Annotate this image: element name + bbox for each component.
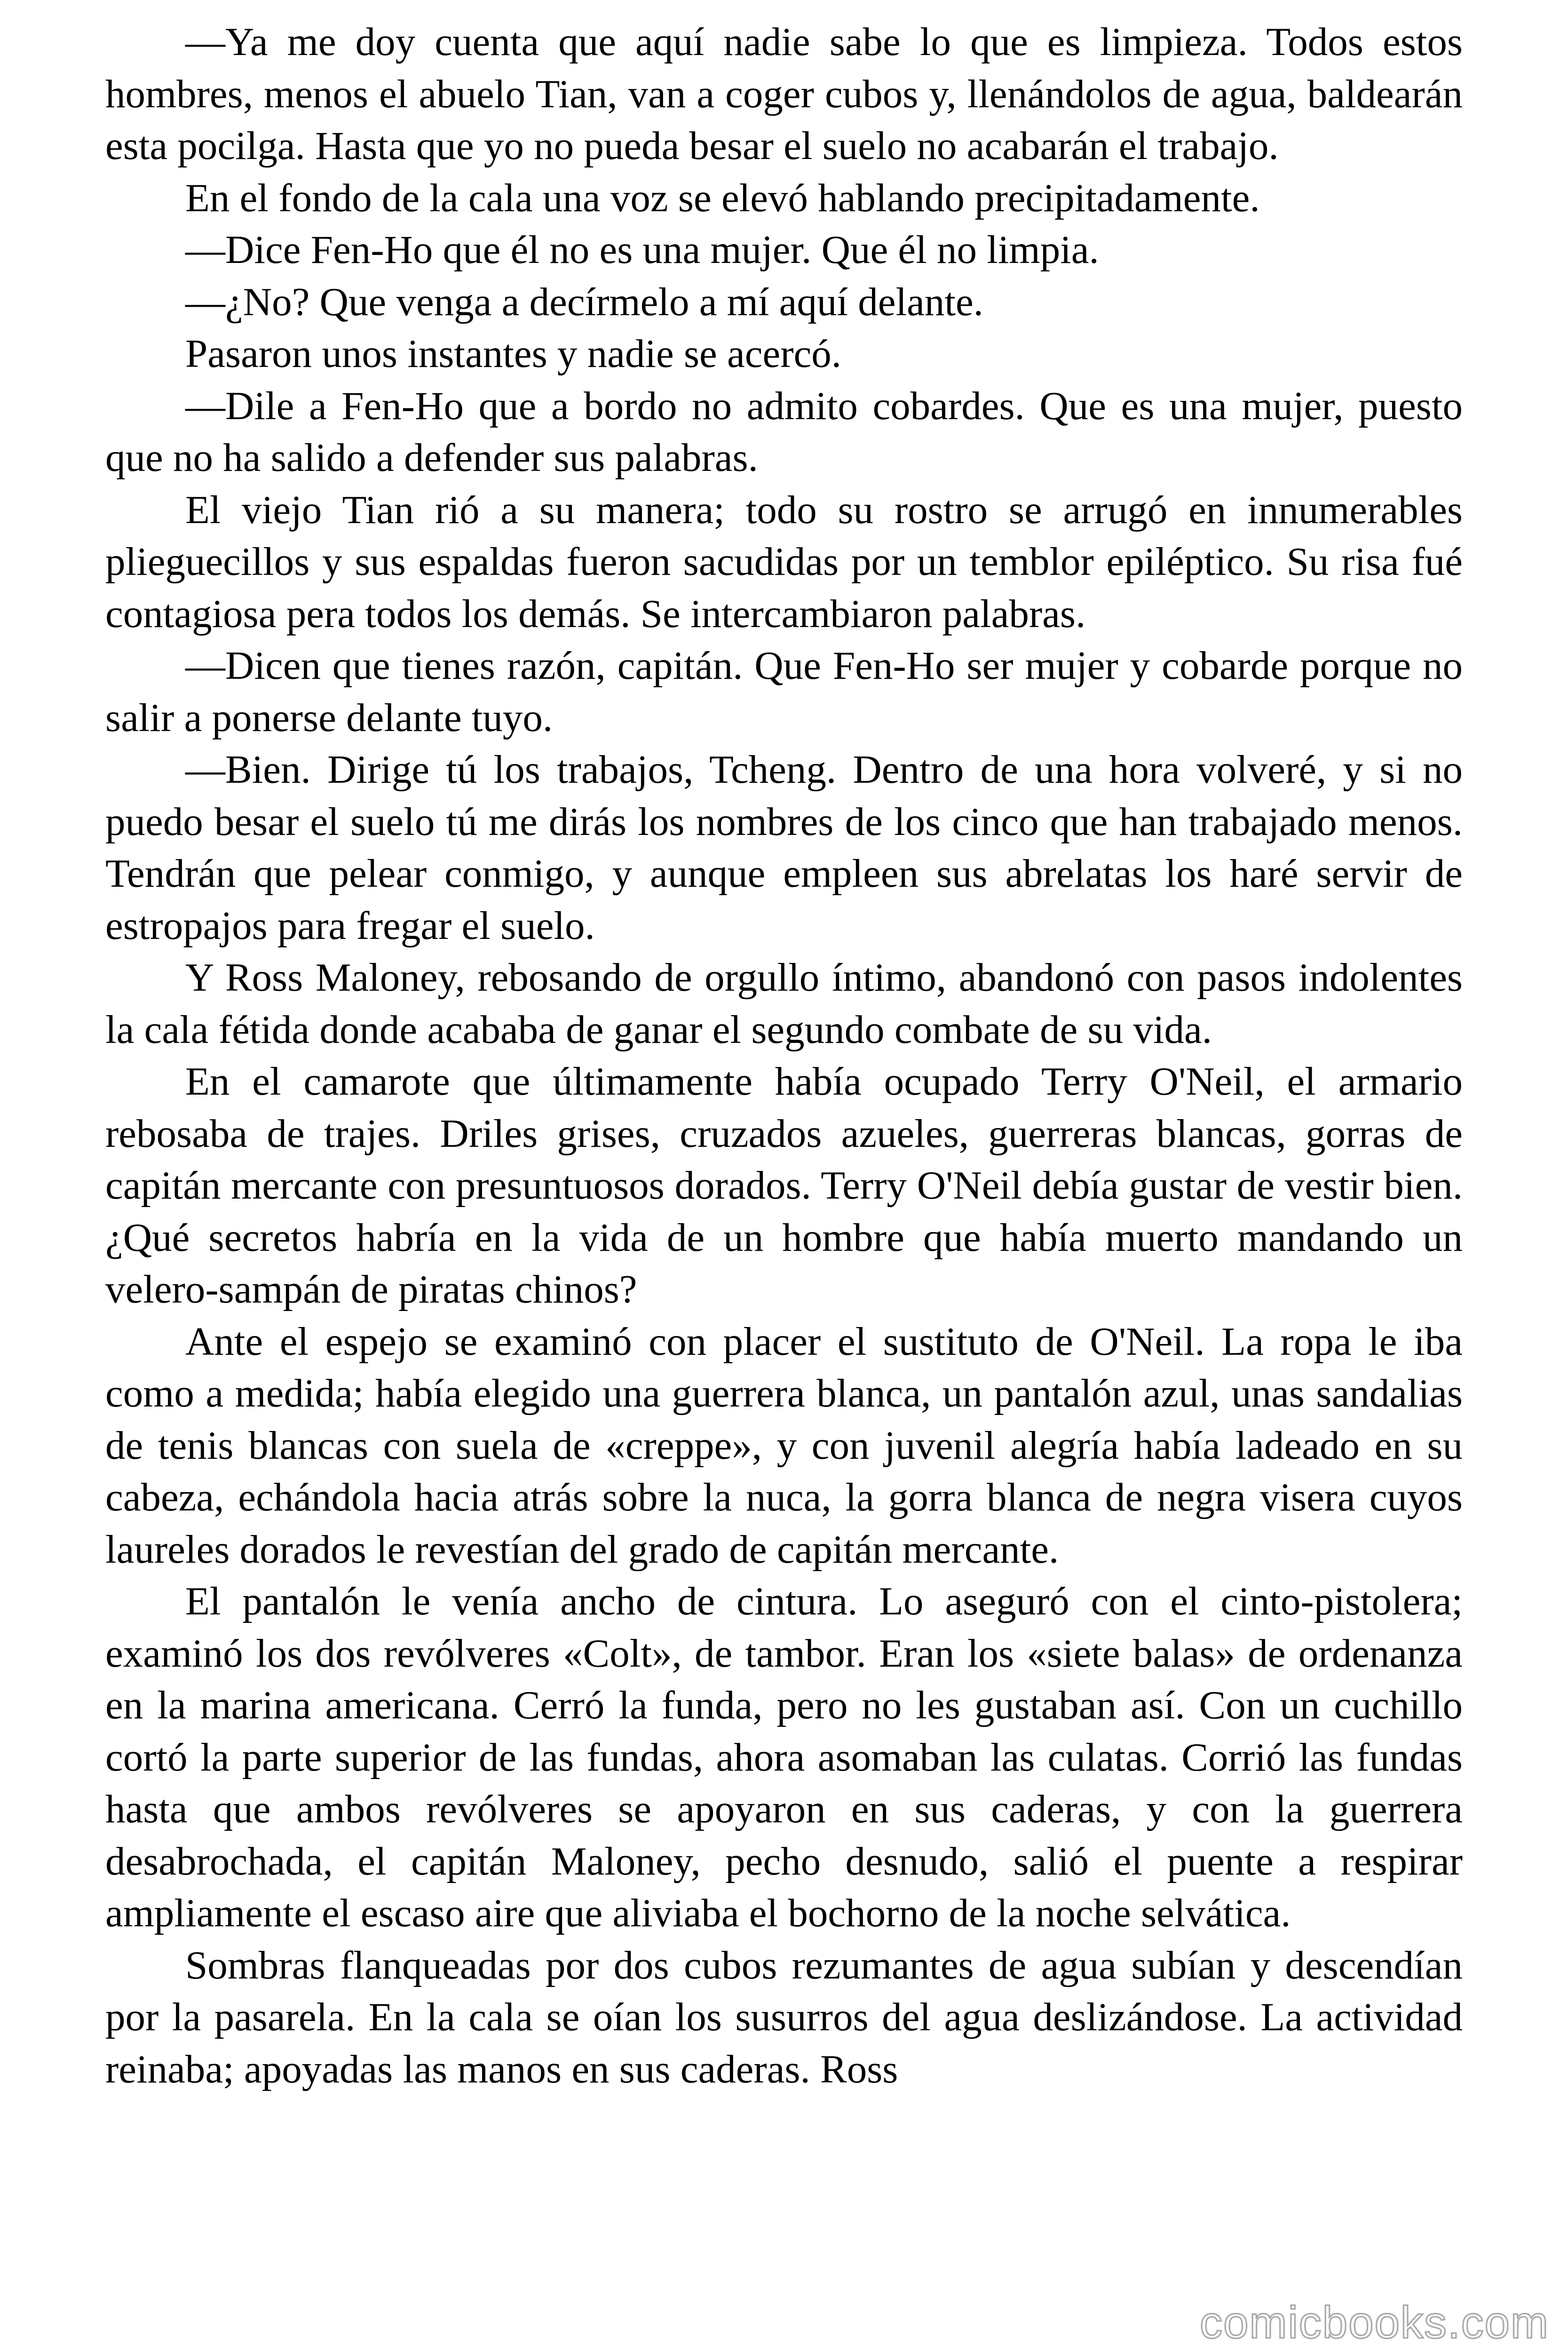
paragraph: Sombras flanqueadas por dos cubos rezumantes de agua subían y descendían por la pasarela. En la cala se oían los susurros del agua deslizándose. La actividad reinaba; apoyadas las manos en sus caderas. Ross	[105, 1943, 1463, 2091]
paragraph: Pasaron unos instantes y nadie se acercó.	[185, 332, 841, 376]
paragraph: En el camarote que últimamente había ocupado Terry O'Neil, el armario rebosaba de trajes. Driles grises, cruzados azueles, guerreras blancas, gorras de capitán mercante con presuntuosos dorados. Terry O'Neil debía gustar de vestir bien. ¿Qué secretos habría en la vida de un hombre que había muerto mandando un velero-sampán de piratas chinos?	[105, 1059, 1463, 1311]
paragraph: Y Ross Maloney, rebosando de orgullo íntimo, abandonó con pasos indolentes la cala fétida donde acababa de ganar el segundo combate de su vida.	[105, 955, 1463, 1052]
paragraph: El pantalón le venía ancho de cintura. Lo aseguró con el cinto-pistolera; examinó los dos revólveres «Colt», de tambor. Eran los «siete balas» de ordenanza en la marina americana. Cerró la funda, pero no les gustaban así. Con un cuchillo cortó la parte superior de las fundas, ahora asomaban las culatas. Corrió las fundas hasta que ambos revólveres se apoyaron en sus caderas, y con la guerrera desabrochada, el capitán Maloney, pecho desnudo, salió el puente a respirar ampliamente el escaso aire que aliviaba el bochorno de la noche selvática.	[105, 1579, 1463, 1935]
page-text	[105, 16, 1463, 2095]
paragraph: Ante el espejo se examinó con placer el sustituto de O'Neil. La ropa le iba como a medida; había elegido una guerrera blanca, un pantalón azul, unas sandalias de tenis blancas con suela de «creppe», y con juvenil alegría había ladeado en su cabeza, echándola hacia atrás sobre la nuca, la gorra blanca de negra visera cuyos laureles dorados le revestían del grado de capitán mercante.	[105, 1319, 1463, 1572]
paragraph: —Dicen que tienes razón, capitán. Que Fen-Ho ser mujer y cobarde porque no salir a ponerse delante tuyo.	[105, 644, 1463, 740]
watermark: comicbooks.com	[1200, 2297, 1549, 2348]
paragraph: —Dile a Fen-Ho que a bordo no admito cobardes. Que es una mujer, puesto que no ha salido a defender sus palabras.	[105, 383, 1463, 480]
paragraph: —Dice Fen-Ho que él no es una mujer. Que él no limpia.	[185, 228, 1099, 272]
paragraph: —¿No? Que venga a decírmelo a mí aquí delante.	[185, 279, 983, 324]
paragraph: El viejo Tian rió a su manera; todo su rostro se arrugó en innumerables plieguecillos y sus espaldas fueron sacudidas por un temblor epiléptico. Su risa fué contagiosa pera todos los demás. Se intercambiaron palabras.	[105, 487, 1463, 636]
paragraph: En el fondo de la cala una voz se elevó hablando precipitadamente.	[185, 175, 1260, 220]
paragraph: —Bien. Dirige tú los trabajos, Tcheng. Dentro de una hora volveré, y si no puedo besar el suelo tú me dirás los nombres de los cinco que han trabajado menos. Tendrán que pelear conmigo, y aunque empleen sus abrelatas los haré servir de estropajos para fregar el suelo.	[105, 747, 1463, 948]
paragraph: —Ya me doy cuenta que aquí nadie sabe lo que es limpieza. Todos estos hombres, menos el abuelo Tian, van a coger cubos y, llenándolos de agua, baldearán esta pocilga. Hasta que yo no pueda besar el suelo no acabarán el trabajo.	[105, 20, 1463, 168]
